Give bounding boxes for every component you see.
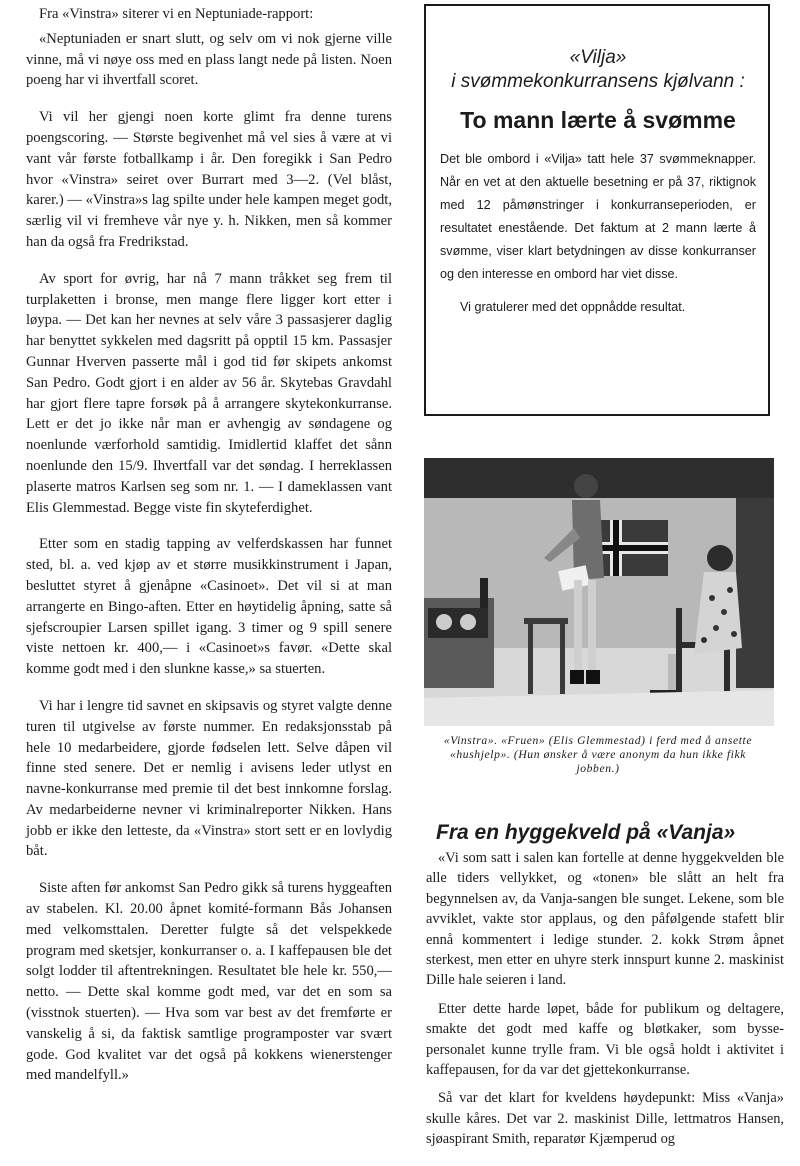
box-body-text: Det ble ombord i «Vilja» tatt hele 37 svømmeknapper. Når en vet at den aktuelle besetning er på 37, riktignok med 12 påmønstringer i konkurranseperioden, er resultatet enestående. Det faktum at 2 mann lærte å svømme, viser klart betydningen av disse konkurranser og den interesse en ombord har viet disse. [440, 152, 756, 281]
photo-caption [420, 734, 776, 776]
article-paragraph: «Vi som satt i salen kan fortelle at denne hyggekvelden ble alle tiders vellykket, og «tonen» ble slått an helt fra begynnelsen av, da Vanja-sangen ble sunget. Lekene, som ble avviklet, vakte stor applaus, og den påfølgende stafett blir ennå kommentert i ledige stunder. 2. kokk Strøm åpnet sterkest, men etter en uhyre sterk innspurt kunne 2. maskinist Dille hale seieren i land. [426, 850, 784, 989]
vanja-headline: Fra en hyggekveld på «Vanja» [436, 821, 736, 844]
article-paragraph: Vi vil her gjengi noen korte glimt fra denne turens poengscoring. — Største begivenhet må vel sies å være at vi vant vår første fotballkamp i år. Den foregikk i San Pedro hvor «Vinstra» seiret over Burrart med 3—2. (Vel blåst, karer.) — «Vinstra»s lag spilte under hele kampen meget godt, særlig vil vi fremheve vår nye y. h. Nikken, men så kommer han da også fra Fredrikstad. [26, 109, 392, 250]
article-paragraph: Etter dette harde løpet, både for publikum og deltagere, smakte det godt med kaffe og bløtkaker, som bysse-personalet kunne trylle fram. Vi ble også holdt i aktivitet i kaffepausen, for da var det gjettekonkurranse. [426, 1000, 784, 1079]
article-paragraph: Så var det klart for kveldens høydepunkt: Miss «Vanja» skulle kåres. Det var 2. maskinist Dille, lettmatros Hansen, sjøaspirant Smith, reparatør Kjæmperud og [426, 1090, 784, 1148]
photo-illustration [424, 458, 774, 726]
box-kicker-line: i svømmekonkurransens kjølvann : [451, 71, 745, 92]
article-paragraph: Av sport for øvrig, har nå 7 mann tråkket seg frem til turplaketten i bronse, men mange flere ligger kort etter i løypa. — Det kan her nevnes at selv våre 3 passasjerer daglig har benyttet sykkelen med dagsritt på opptil 15 km. Passasjer Gunnar Hverven passerte mål i god tid før skipets ankomst San Pedro. Godt gjort i en alder av 56 år. Skytebas Gravdahl har gjort flere tapre forsøk på å arrangere skytekonkurranse. Lett er det jo ikke når man er avhengig av søndagene og noenlunde værforhold samtidig. Imidlertid klaffet det sånn noenlunde den 15/9. Ihvertfall var det søndag. I herreklassen plaserte matros Karlsen seg som nr. 1. — I dameklassen vant Elis Glemmestad. Begge viste fin skyteferdighet. [26, 270, 392, 516]
article-paragraph: Vi har i lengre tid savnet en skipsavis og styret valgte denne turen til utgivelse av første nummer. En redaksjonsstab på hele 10 medarbeidere, gjorde fødselen lett. Selve dåpen vil finne sted senere. Det er nemlig i avisens leder utlyst en navne-konkurranse med premie til det best innkomne forslag. Av medarbeiderne nevner vi kriminalreporter Nikken. Hans jobb er ikke den letteste, da «Vinstra» stort sett er en lovlydig båt. [26, 697, 392, 860]
article-paragraph: «Neptuniaden er snart slutt, og selv om vi nok gjerne ville vinne, må vi nøye oss med en plass langt nede på listen. Noen poeng har vi ihvertfall scoret. [26, 30, 392, 89]
box-kicker-line: «Vilja» [569, 47, 627, 68]
left-column-article [26, 4, 392, 1102]
intro-paragraph: Fra «Vinstra» siterer vi en Neptuniade-rapport: [39, 6, 314, 22]
vilja-boxed-article [424, 4, 770, 416]
right-column [410, 4, 784, 1148]
box-headline: To mann lærte å svømme [460, 107, 736, 133]
vanja-article [426, 820, 784, 1158]
box-closing-text: Vi gratulerer med det oppnådde resultat. [460, 300, 686, 314]
article-paragraph: Etter som en stadig tapping av velferdskassen har funnet sted, bl. a. ved kjøp av et større musikkinstrument i Japan, besluttet styret å gjenåpne «Casinoet». Det vil si at man arrangerte en Bingo-aften. Etter en høytidelig åpning, satte så sjefscroupier Larsen spillet igang. 3 timer og 9 spill senere viste nettoen kr. 400,— i «Casinoet»s favør. «Dette skal komme godt med i den slunkne kasse,» sa stuerten. [26, 536, 392, 678]
article-paragraph: Siste aften før ankomst San Pedro gikk så turens hyggeaften av stabelen. Kl. 20.00 åpnet komité-formann Bås Johansen med velkomsttalen. Deretter fulgte så det velspekkede program med sketsjer, konkurranser o. a. I kaffepausen ble det solgt lodder til aftentrekningen. Resultatet ble hele kr. 550,— netto. — Dette skal komme godt med, var det en som sa (visstnok stuerten). — Hva som var best av det fremførte er vanskelig å si, da faktisk samtlige programposter var svært gode. God kvalitet var det også på kokkens wienerstenger med mandelfyll.» [26, 880, 392, 1084]
caption-line: jobben.) [576, 762, 620, 775]
theatre-photo [424, 458, 774, 726]
caption-line: «hushjelp». (Hun ønsker å være anonym da hun ikke fikk [450, 748, 746, 761]
caption-line: «Vinstra». «Fruen» (Elis Glemmestad) i ferd med å ansette [443, 734, 753, 747]
